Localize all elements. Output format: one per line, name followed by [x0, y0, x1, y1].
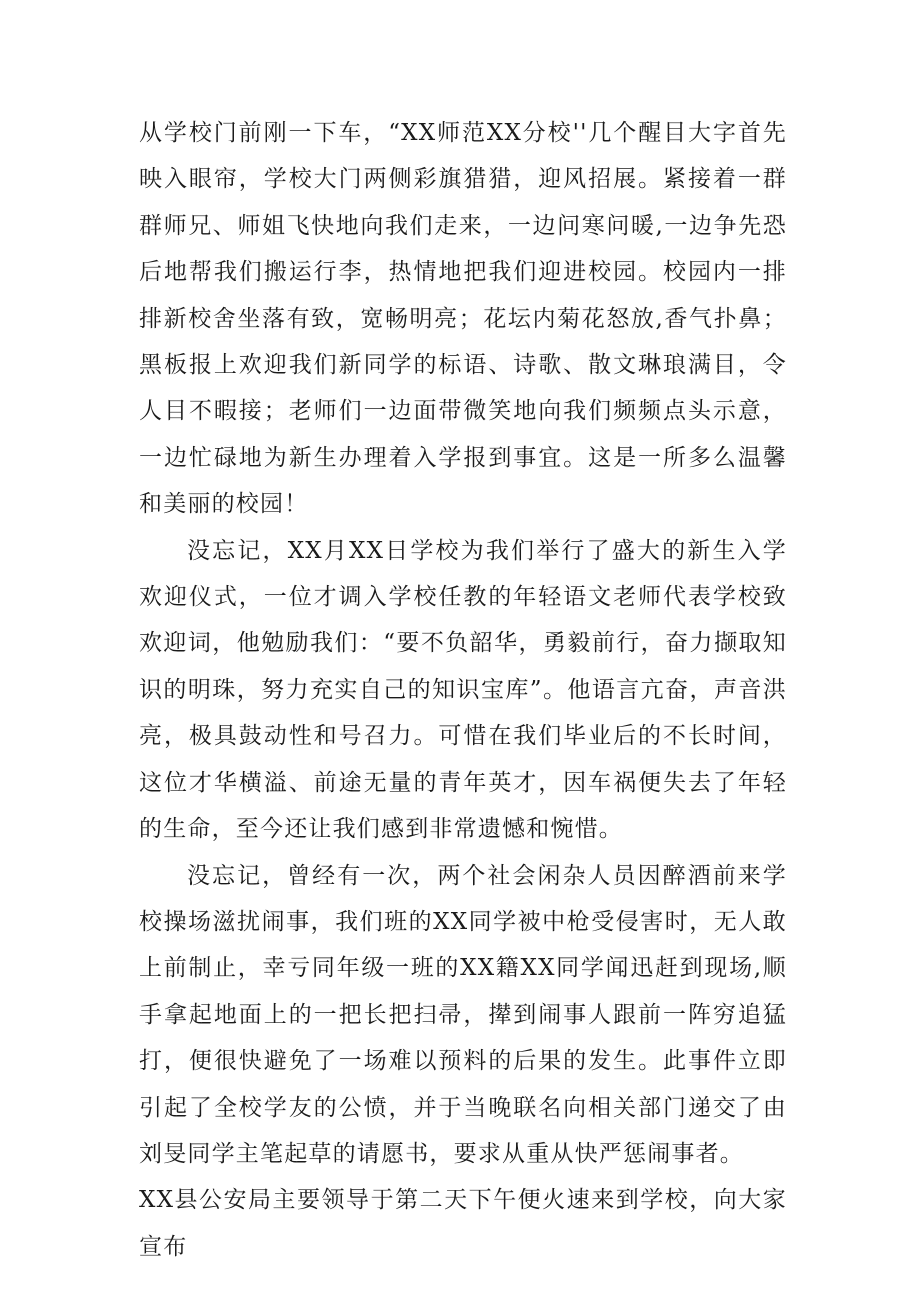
paragraph-incident: 没忘记，曾经有一次，两个社会闲杂人员因醉酒前来学校操场滋扰闹事，我们班的XX同学被中枪受侵害时，无人敢上前制止，幸亏同年级一班的XX籍XX同学闻迅赶到现场,顺手拿起地面上的一把长把扫帚，撵到闹事人跟前一阵穷追猛打，便很快避免了一场难以预料的后果的发生。此事件立即引起了全校学友的公愤，并于当晚联名向相关部门递交了由刘旻同学主笔起草的请愿书，要求从重从快严惩闹事者。: [139, 862, 787, 1167]
paragraph-welcome-ceremony: 没忘记，XX月XX日学校为我们举行了盛大的新生入学欢迎仪式，一位才调入学校任教的年轻语文老师代表学校致欢迎词，他勉励我们：“要不负韶华，勇毅前行，奋力撷取知识的明珠，努力充实自己的知识宝库”。他语言亢奋，声音洪亮，极具鼓动性和号召力。可惜在我们毕业后的不长时间，这位才华横溢、前途无量的青年英才，因车祸便失去了年轻的生命，至今还让我们感到非常遗憾和惋惜。: [139, 537, 787, 843]
paragraph-arrival: 从学校门前刚一下车，“XX师范XX分校''几个醒目大字首先映入眼帘，学校大门两侧彩旗猎猎，迎风招展。紧接着一群群师兄、师姐飞快地向我们走来，一边问寒问暖,一边争先恐后地帮我们搬运行李，热情地把我们迎进校园。校园内一排排新校舍坐落有致，宽畅明亮；花坛内菊花怒放,香气扑鼻；黑板报上欢迎我们新同学的标语、诗歌、散文琳琅满目，令人目不暇接；老师们一边面带微笑地向我们频频点头示意，一边忙碌地为新生办理着入学报到事宜。这是一所多么温馨和美丽的校园！: [139, 120, 787, 518]
paragraph-police-response: XX县公安局主要领导于第二天下午便火速来到学校，向大家宣布: [139, 1187, 787, 1260]
document-body: [139, 110, 787, 1270]
